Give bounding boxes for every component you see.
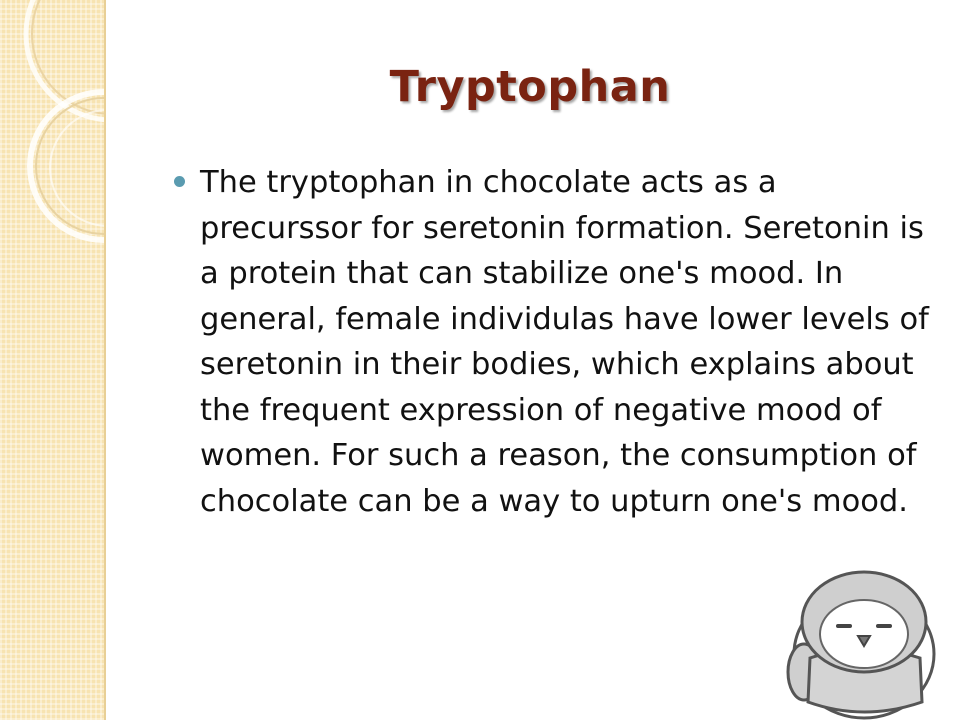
bullet-text: The tryptophan in chocolate acts as a precurssor for seretonin formation. Seretonin is a protein that can stabilize one's mood. In general, female individulas have lower levels of seretonin in their bodies, which explains about the frequent expression of negative mood of women. For such a reason, the consumption of chocolate can be a way to upturn one's mood. xyxy=(200,165,929,519)
bullet-item xyxy=(172,160,932,524)
penguin-chick-icon xyxy=(782,562,942,720)
bullet-dot-icon xyxy=(174,176,185,187)
slide-title: Tryptophan xyxy=(389,62,671,112)
bullet-list xyxy=(172,160,932,524)
